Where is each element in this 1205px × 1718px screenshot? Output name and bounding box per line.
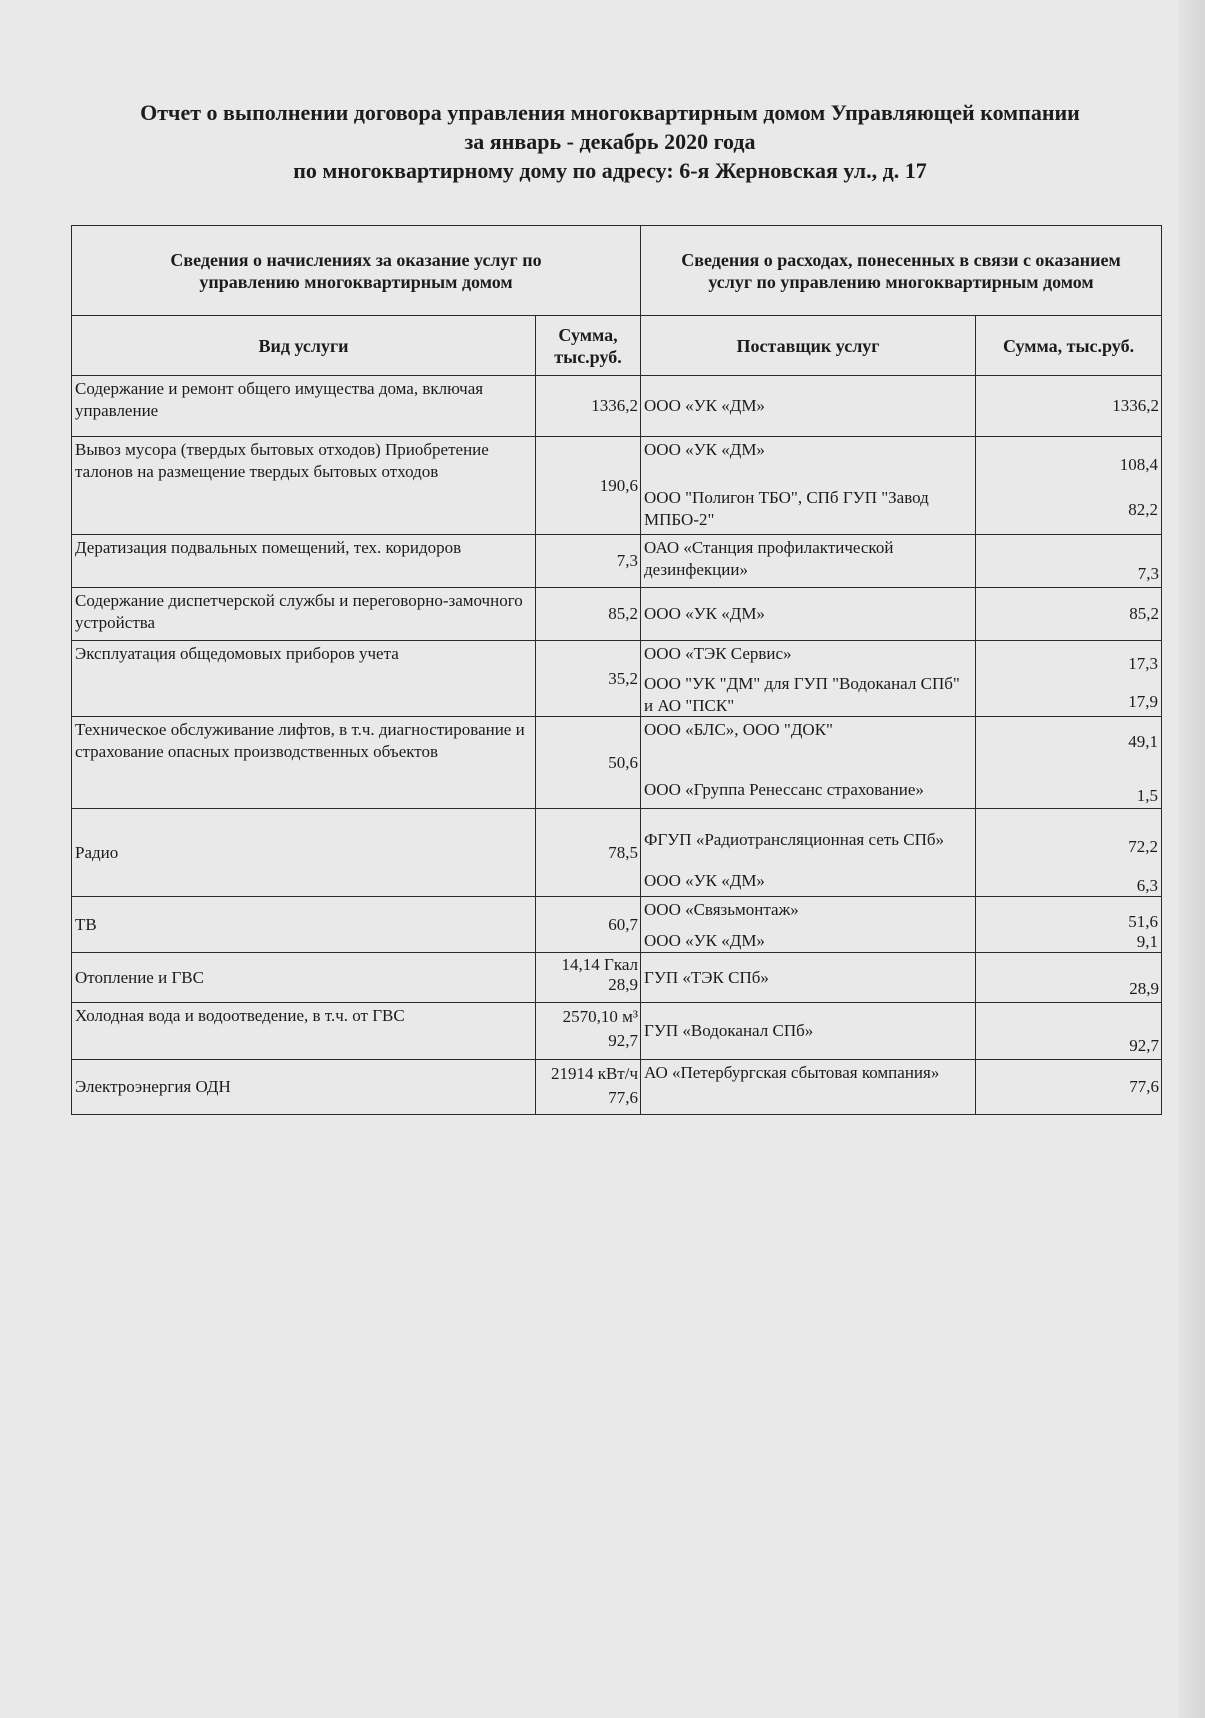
supplier-sum: 49,1 xyxy=(1128,732,1159,751)
supplier-name: ООО «ТЭК Сервис» xyxy=(644,644,792,663)
service-volume-sum xyxy=(536,1060,641,1115)
supplier-sum: 28,9 xyxy=(976,953,1162,1003)
title-line-3: по многоквартирному дому по адресу: 6-я Жерновская ул., д. 17 xyxy=(293,158,927,183)
table-row xyxy=(72,1003,1162,1060)
table-row xyxy=(72,376,1162,437)
col-header-service: Вид услуги xyxy=(72,316,536,376)
title-line-2: за январь - декабрь 2020 года xyxy=(464,129,756,154)
table-row xyxy=(72,953,1162,1003)
supplier-name: ООО "Полигон ТБО", СПб ГУП "Завод МПБО-2" xyxy=(644,488,929,529)
report-table xyxy=(71,225,1162,1115)
supplier-sum-cell xyxy=(976,717,1162,809)
service-name: Содержание диспетчерской службы и переговорно-замочного устройства xyxy=(72,588,536,641)
supplier-cell xyxy=(641,437,976,535)
supplier-name: ГУП «Водоканал СПб» xyxy=(641,1003,976,1060)
service-name: ТВ xyxy=(72,897,536,953)
service-sum: 60,7 xyxy=(536,897,641,953)
header-group-row xyxy=(72,226,1162,316)
supplier-sum: 51,6 xyxy=(1128,912,1159,931)
service-name: Содержание и ремонт общего имущества дома, включая управление xyxy=(72,376,536,437)
service-sum: 190,6 xyxy=(536,437,641,535)
supplier-sum: 72,2 xyxy=(1128,837,1159,856)
report-title xyxy=(60,98,1160,185)
supplier-sum: 77,6 xyxy=(976,1060,1162,1115)
table-row xyxy=(72,809,1162,897)
header-columns-row xyxy=(72,316,1162,376)
service-volume: 14,14 Гкал xyxy=(561,955,639,974)
table-row xyxy=(72,1060,1162,1115)
service-sum: 85,2 xyxy=(536,588,641,641)
page-edge xyxy=(1178,0,1205,1718)
supplier-sum: 1,5 xyxy=(1136,786,1159,805)
table-row xyxy=(72,641,1162,717)
service-volume: 21914 кВт/ч xyxy=(550,1064,639,1083)
service-name: Вывоз мусора (твердых бытовых отходов) Приобретение талонов на размещение твердых бытовых отходов xyxy=(72,437,536,535)
right-group-header: Сведения о расходах, понесенных в связи с оказанием услуг по управлению многоквартирным домом xyxy=(641,226,1162,316)
supplier-name: ООО «Группа Ренессанс страхование» xyxy=(644,780,924,799)
service-name: Отопление и ГВС xyxy=(72,953,536,1003)
service-name: Эксплуатация общедомовых приборов учета xyxy=(72,641,536,717)
service-sum: 50,6 xyxy=(536,717,641,809)
service-sum: 77,6 xyxy=(608,1088,639,1107)
supplier-sum-cell xyxy=(976,437,1162,535)
supplier-cell xyxy=(641,717,976,809)
supplier-sum: 6,3 xyxy=(1136,876,1159,895)
supplier-sum-cell xyxy=(976,809,1162,897)
supplier-sum: 1336,2 xyxy=(976,376,1162,437)
table-row xyxy=(72,437,1162,535)
supplier-name: ФГУП «Радиотрансляционная сеть СПб» xyxy=(644,830,944,849)
supplier-name: ООО «УК «ДМ» xyxy=(641,588,976,641)
service-sum: 7,3 xyxy=(536,535,641,588)
supplier-sum-cell xyxy=(976,641,1162,717)
title-line-1: Отчет о выполнении договора управления многоквартирным домом Управляющей компании xyxy=(140,100,1080,125)
supplier-name: ОАО «Станция профилактической дезинфекции» xyxy=(641,535,976,588)
supplier-cell xyxy=(641,809,976,897)
supplier-name: ООО «УК «ДМ» xyxy=(644,440,765,459)
col-header-supplier: Поставщик услуг xyxy=(641,316,976,376)
col-header-sum2: Сумма, тыс.руб. xyxy=(976,316,1162,376)
supplier-sum: 92,7 xyxy=(976,1003,1162,1060)
service-name: Техническое обслуживание лифтов, в т.ч. диагностирование и страхование опасных производственных объектов xyxy=(72,717,536,809)
supplier-name: ООО «Связьмонтаж» xyxy=(644,900,799,919)
table-row xyxy=(72,588,1162,641)
service-sum: 78,5 xyxy=(536,809,641,897)
supplier-sum: 82,2 xyxy=(1128,500,1159,519)
service-name: Дератизация подвальных помещений, тех. коридоров xyxy=(72,535,536,588)
service-name: Холодная вода и водоотведение, в т.ч. от ГВС xyxy=(72,1003,536,1060)
col-header-sum: Сумма, тыс.руб. xyxy=(536,316,641,376)
service-sum: 92,7 xyxy=(608,1031,639,1050)
supplier-sum: 17,9 xyxy=(1128,692,1159,711)
service-volume-sum xyxy=(536,1003,641,1060)
supplier-sum: 85,2 xyxy=(976,588,1162,641)
table-row xyxy=(72,717,1162,809)
supplier-name: ООО «УК «ДМ» xyxy=(641,376,976,437)
service-volume-sum xyxy=(536,953,641,1003)
supplier-name: ГУП «ТЭК СПб» xyxy=(641,953,976,1003)
table-row xyxy=(72,897,1162,953)
service-name: Радио xyxy=(72,809,536,897)
supplier-cell xyxy=(641,897,976,953)
supplier-sum: 9,1 xyxy=(1136,932,1159,951)
supplier-name: АО «Петербургская сбытовая компания» xyxy=(641,1060,976,1115)
left-group-header: Сведения о начислениях за оказание услуг по управлению многоквартирным домом xyxy=(72,226,641,316)
service-sum: 28,9 xyxy=(608,975,639,994)
service-sum: 35,2 xyxy=(536,641,641,717)
supplier-name: ООО «БЛС», ООО "ДОК" xyxy=(644,720,833,739)
service-sum: 1336,2 xyxy=(536,376,641,437)
supplier-sum: 108,4 xyxy=(1119,455,1159,474)
supplier-cell xyxy=(641,641,976,717)
supplier-sum: 7,3 xyxy=(976,535,1162,588)
supplier-sum-cell xyxy=(976,897,1162,953)
supplier-name: ООО «УК «ДМ» xyxy=(644,931,765,950)
service-volume: 2570,10 м³ xyxy=(562,1007,639,1026)
supplier-name: ООО «УК «ДМ» xyxy=(644,871,765,890)
table-row xyxy=(72,535,1162,588)
supplier-name: ООО "УК "ДМ" для ГУП "Водоканал СПб" и АО "ПСК" xyxy=(644,674,960,715)
supplier-sum: 17,3 xyxy=(1128,654,1159,673)
service-name: Электроэнергия ОДН xyxy=(72,1060,536,1115)
